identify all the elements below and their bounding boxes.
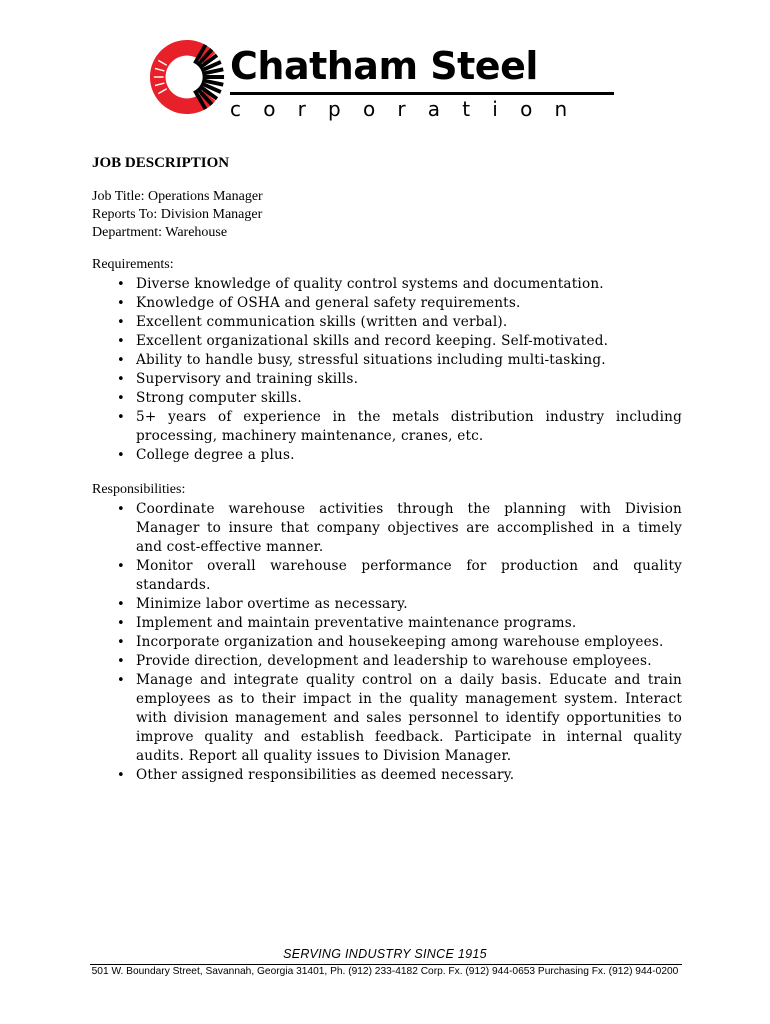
responsibility-item (117, 766, 682, 785)
bullet-icon: • (117, 635, 125, 650)
bullet-icon: • (117, 315, 125, 330)
requirement-item-text: College degree a plus. (136, 447, 295, 463)
responsibility-item (117, 614, 682, 633)
brand-name: Chatham Steel (230, 44, 538, 88)
job-title-line: Job Title: Operations Manager (92, 189, 263, 204)
brand-subtitle: corporation (230, 97, 590, 121)
responsibility-item-text: Implement and maintain preventative maintenance programs. (136, 615, 577, 631)
responsibility-item (117, 633, 682, 652)
requirement-item (117, 275, 682, 294)
responsibility-item (117, 595, 682, 614)
requirement-item (117, 446, 682, 465)
requirement-item (117, 408, 682, 446)
bullet-icon: • (117, 277, 125, 292)
brand-divider (230, 92, 614, 95)
requirement-item (117, 313, 682, 332)
requirement-item (117, 389, 682, 408)
requirement-item (117, 294, 682, 313)
bullet-icon: • (117, 334, 125, 349)
bullet-icon: • (117, 296, 125, 311)
requirement-item-text: Excellent communication skills (written and verbal). (136, 314, 508, 330)
bullet-icon: • (117, 559, 125, 574)
responsibility-item-text: Manage and integrate quality control on a daily basis. Educate and train employees as to their impact in the quality management system. Interact with division management and sales personnel to identify opportunities to improve quality and establish feedback. Participate in internal quality audits. Report all quality issues to Division Manager. (136, 672, 682, 764)
footer-slogan: SERVING INDUSTRY SINCE 1915 (283, 947, 487, 961)
bullet-icon: • (117, 448, 125, 463)
requirement-item (117, 332, 682, 351)
responsibility-item-text: Incorporate organization and housekeeping among warehouse employees. (136, 634, 664, 650)
bullet-icon: • (117, 597, 125, 612)
responsibilities-heading: Responsibilities: (92, 482, 186, 497)
requirement-item-text: 5+ years of experience in the metals distribution industry including processing, machinery maintenance, cranes, etc. (136, 409, 682, 444)
requirements-heading: Requirements: (92, 257, 174, 272)
responsibility-item-text: Other assigned responsibilities as deemed necessary. (136, 767, 515, 783)
responsibility-item (117, 500, 682, 557)
requirement-item-text: Excellent organizational skills and record keeping. Self-motivated. (136, 333, 609, 349)
responsibility-item-text: Minimize labor overtime as necessary. (136, 596, 408, 612)
responsibility-item (117, 557, 682, 595)
chatham-steel-logo-mark-icon (148, 38, 226, 116)
requirements-list (92, 275, 682, 465)
requirement-item-text: Supervisory and training skills. (136, 371, 359, 387)
company-logo (148, 38, 618, 124)
bullet-icon: • (117, 502, 125, 517)
requirement-item (117, 351, 682, 370)
responsibility-item-text: Monitor overall warehouse performance for production and quality standards. (136, 558, 682, 593)
bullet-icon: • (117, 616, 125, 631)
bullet-icon: • (117, 654, 125, 669)
footer-divider (90, 964, 682, 965)
requirement-item-text: Knowledge of OSHA and general safety requirements. (136, 295, 521, 311)
responsibility-item (117, 652, 682, 671)
requirement-item-text: Strong computer skills. (136, 390, 302, 406)
bullet-icon: • (117, 353, 125, 368)
responsibility-item-text: Coordinate warehouse activities through the planning with Division Manager to insure that company objectives are accomplished in a timely and cost-effective manner. (136, 501, 682, 555)
page-title: JOB DESCRIPTION (92, 155, 230, 171)
footer-address: 501 W. Boundary Street, Savannah, Georgia 31401, Ph. (912) 233-4182 Corp. Fx. (912) 944-0653 Purchasing Fx. (912) 944-0200 (91, 966, 679, 977)
bullet-icon: • (117, 673, 125, 688)
bullet-icon: • (117, 391, 125, 406)
responsibility-item (117, 671, 682, 766)
requirement-item (117, 370, 682, 389)
department-line: Department: Warehouse (92, 225, 228, 240)
reports-to-line: Reports To: Division Manager (92, 207, 263, 222)
bullet-icon: • (117, 768, 125, 783)
bullet-icon: • (117, 372, 125, 387)
responsibility-item-text: Provide direction, development and leadership to warehouse employees. (136, 653, 652, 669)
requirement-item-text: Ability to handle busy, stressful situations including multi-tasking. (136, 352, 606, 368)
requirement-item-text: Diverse knowledge of quality control systems and documentation. (136, 276, 604, 292)
bullet-icon: • (117, 410, 125, 425)
responsibilities-list (92, 500, 682, 785)
document-body (92, 152, 682, 785)
job-meta (92, 188, 682, 242)
